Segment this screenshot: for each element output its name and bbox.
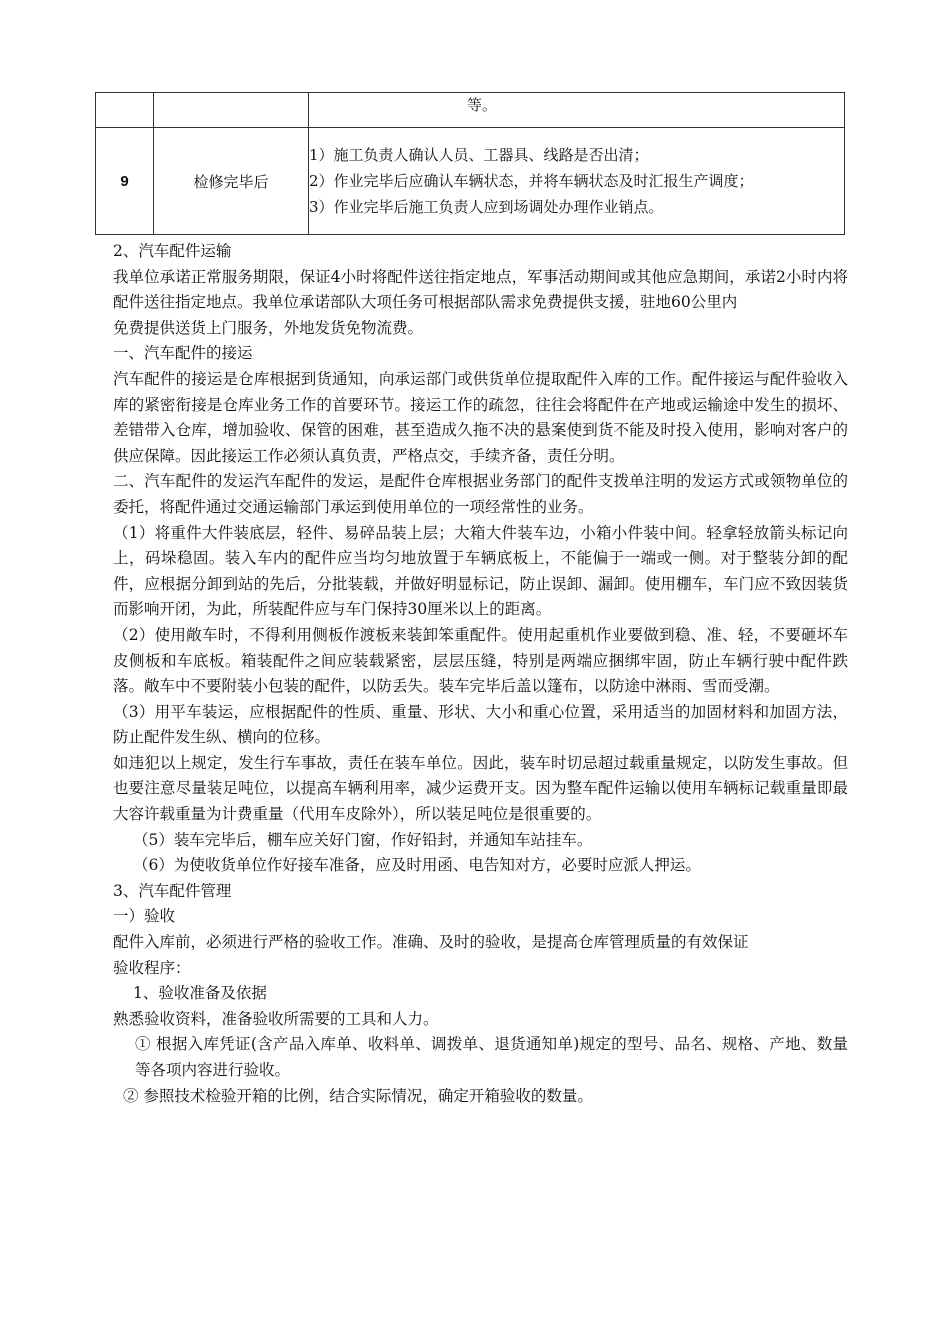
- table-row: [96, 128, 845, 235]
- document-body: [113, 239, 848, 1109]
- row-stage: 检修完毕后: [154, 128, 309, 235]
- paragraph: （5）装车完毕后，棚车应关好门窗，作好铅封，并通知车站挂车。: [133, 830, 593, 849]
- row-stage: [154, 93, 309, 128]
- paragraph: ② 参照技术检验开箱的比例，结合实际情况，确定开箱验收的数量。: [123, 1086, 593, 1105]
- row-number: 9: [96, 128, 154, 235]
- maintenance-table: [95, 92, 845, 235]
- row-item: 3）作业完毕后施工负责人应到场调处办理作业销点。: [309, 198, 664, 216]
- paragraph: （3）用平车装运，应根据配件的性质、重量、形状、大小和重心位置，采用适当的加固材料和加固方法，防止配件发生纵、横向的位移。: [113, 702, 848, 747]
- paragraph: （2）使用敞车时，不得利用侧板作渡板来装卸笨重配件。使用起重机作业要做到稳、准、轻，不要砸坏车皮侧板和车底板。箱装配件之间应装载紧密，层层压缝，特别是两端应捆绑牢固，防止车辆行驶中配件跌落。敞车中不要附装小包装的配件，以防丢失。装车完毕后盖以篷布，以防途中淋雨、雪而受潮。: [113, 625, 848, 696]
- section-heading: 3、汽车配件管理: [113, 881, 232, 900]
- row-item: 2）作业完毕后应确认车辆状态，并将车辆状态及时汇报生产调度；: [309, 172, 754, 190]
- paragraph: 验收程序：: [113, 958, 191, 977]
- paragraph: 二、汽车配件的发运汽车配件的发运，是配件仓库根据业务部门的配件支拨单注明的发运方式或领物单位的委托，将配件通过交通运输部门承运到使用单位的一项经常性的业务。: [113, 472, 848, 516]
- row-item: 1）施工负责人确认人员、工器具、线路是否出清；: [309, 146, 649, 164]
- section-heading: 2、汽车配件运输: [113, 242, 232, 260]
- paragraph: （1）将重件大件装底层，轻件、易碎品装上层；大箱大件装车边，小箱小件装中间。轻拿轻放箭头标记向上，码垛稳固。装入车内的配件应当均匀地放置于车辆底板上，不能偏于一端或一侧。对于整装分卸的配件，应根据分卸到站的先后，分批装载，并做好明显标记，防止误卸、漏卸。使用棚车，车门应不致因装货而影响开闭，为此，所装配件应与车门保持30厘米以上的距离。: [113, 523, 848, 619]
- paragraph: 配件入库前，必须进行严格的验收工作。准确、及时的验收，是提高仓库管理质量的有效保证: [113, 933, 749, 952]
- row-number: [96, 93, 154, 128]
- section-heading: 1、验收准备及依据: [133, 984, 267, 1003]
- table-row: [96, 93, 845, 128]
- paragraph: 如违犯以上规定，发生行车事故，责任在装车单位。因此，装车时切忌超过载重量规定，以防发生事故。但也要注意尽量装足吨位，以提高车辆利用率，减少运费开支。因为整车配件运输以使用车辆标记载重量即最大容许载重量为计费重量（代用车皮除外），所以装足吨位是很重要的。: [113, 753, 848, 824]
- paragraph: ① 根据入库凭证(含产品入库单、收料单、调拨单、退货通知单)规定的型号、品名、规格、产地、数量等各项内容进行验收。: [135, 1035, 848, 1079]
- paragraph: （6）为使收货单位作好接车准备，应及时用函、电告知对方，必要时应派人押运。: [133, 856, 701, 875]
- paragraph: 我单位承诺正常服务期限，保证4小时将配件送往指定地点，军事活动期间或其他应急期间，承诺2小时内将配件送往指定地点。我单位承诺部队大项任务可根据部队需求免费提供支援，驻地60公里内: [113, 267, 848, 312]
- row-items: [309, 128, 845, 235]
- row-item: 等。: [309, 93, 845, 128]
- paragraph: 熟悉验收资料，准备验收所需要的工具和人力。: [113, 1009, 439, 1028]
- section-heading: 一）验收: [113, 907, 176, 926]
- paragraph: 免费提供送货上门服务，外地发货免物流费。: [113, 318, 424, 337]
- paragraph: 汽车配件的接运是仓库根据到货通知，向承运部门或供货单位提取配件入库的工作。配件接运与配件验收入库的紧密衔接是仓库业务工作的首要环节。接运工作的疏忽，往往会将配件在产地或运输途中发生的损坏、差错带入仓库，增加验收、保管的困难，甚至造成久拖不决的悬案使到货不能及时投入使用，影响对客户的供应保障。因此接运工作必须认真负责，严格点交，手续齐备，责任分明。: [113, 369, 848, 465]
- section-heading: 一、汽车配件的接运: [113, 344, 253, 363]
